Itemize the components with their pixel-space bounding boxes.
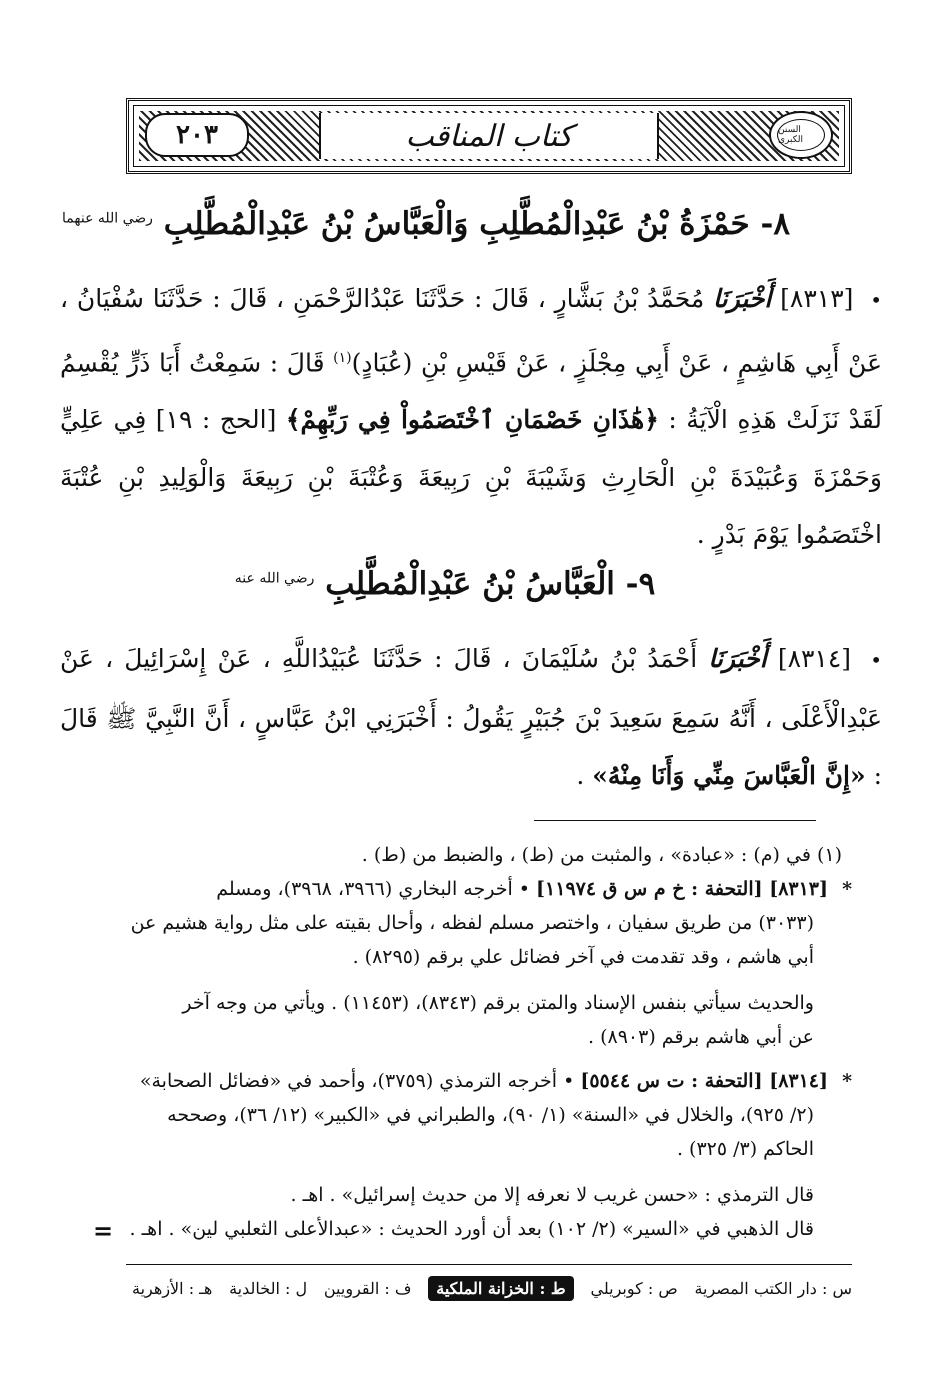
matn-text: قَالَ : سَمِعْتُ أَبَا ذَرٍّ يُقْسِمُ لَقَدْ نَزَلَتْ هَذِهِ الْآيَةُ : (60, 347, 882, 435)
key-item: س : دار الكتب المصرية (694, 1278, 852, 1298)
takhrij-text: • أخرجه الترمذي (٣٧٥٩)، وأحمد في «فضائل الصحابة» (139, 1070, 575, 1092)
key-item: ص : كوبريلي (590, 1278, 678, 1298)
matn-text-end: فِي عَلِيٍّ وَحَمْزَةَ وَعُبَيْدَةَ بْنِ الْحَارِثِ وَشَيْبَةَ بْنِ رَبِيعَةَ وَعُتْبَةَ بْنِ رَبِيعَةَ وَالْوَلِيدِ بْنِ عُتْبَةَ اخْتَصَمُوا يَوْمَ بَدْرٍ . (60, 405, 882, 550)
continuation-mark: = (93, 1216, 114, 1245)
key-item: ف : القرويين (323, 1278, 412, 1298)
tuhfa-ref: [٨٣١٤] [التحفة : ت س ٥٥٤٤] (580, 1070, 829, 1092)
footnote-8314-line5: قال الذهبي في «السير» (٢/ ١٠٢) بعد أن أورد الحديث : «عبدالأعلى الثعلبي لين» . اهـ . (129, 1218, 814, 1240)
manuscript-key (132, 1271, 852, 1305)
book-title: كتاب المناقب (319, 113, 659, 159)
section-heading-8 (62, 206, 790, 242)
hadith-8314 (60, 630, 882, 805)
hadith-8313 (60, 270, 882, 564)
akhbarana: أَخْبَرَنَا (713, 284, 772, 313)
page-header-frame (126, 98, 852, 174)
emblem-label: السنن الكبرى (777, 119, 825, 151)
footnote-ref[interactable]: (١) (333, 349, 352, 366)
footnote-1: (١) في (م) : «عبادة» ، والمثبت من (ط) ، والضبط من (ط) . (361, 844, 842, 866)
footnote-8313-line1 (216, 872, 852, 906)
section-heading-9-honorific: رضي الله عنه (234, 570, 315, 587)
bullet-icon: • (870, 648, 882, 672)
page-number: ٢٠٣ (145, 113, 249, 157)
key-item-highlighted: ط : الخزانة الملكية (428, 1276, 573, 1301)
key-item: هـ : الأزهرية (132, 1278, 213, 1298)
star-icon: * (842, 878, 852, 900)
footnote-8314-line1 (140, 1064, 852, 1098)
footnote-8314-line3: الحاكم (٣/ ٣٢٥) . (676, 1138, 814, 1160)
footnote-8313-line4: والحديث سيأتي بنفس الإسناد والمتن برقم (٨٣٤٣)، (١١٤٥٣) . ويأتي من وجه آخر (182, 992, 814, 1014)
book-emblem (769, 111, 833, 159)
quran-ayah: ﴿هَٰذَانِ خَصْمَانِ ٱخْتَصَمُواْ فِي رَبِّهِمْ﴾ (285, 405, 659, 435)
tuhfa-ref: [٨٣١٣] [التحفة : خ م س ق ١١٩٧٤] (536, 878, 829, 900)
star-icon: * (842, 1070, 852, 1092)
footnote-8313-line2: (٣٠٣٣) من طريق سفيان ، واختصر مسلم لفظه ، وأحال بقيته على مثل رواية هشيم عن (130, 912, 814, 934)
key-divider (126, 1264, 852, 1265)
section-heading-9-text: ٩- الْعَبَّاسُ بْنُ عَبْدِالْمُطَّلِبِ (325, 566, 656, 602)
footnote-divider (534, 820, 816, 821)
section-heading-8-text: ٨- حَمْزَةُ بْنُ عَبْدِالْمُطَّلِبِ وَالْعَبَّاسُ بْنُ عَبْدِالْمُطَّلِبِ (163, 206, 790, 242)
bullet-icon: • (870, 288, 882, 312)
key-item: ل : الخالدية (229, 1278, 308, 1298)
footnote-8313-line5: عن أبي هاشم برقم (٨٩٠٣) . (588, 1026, 814, 1048)
section-heading-9 (100, 566, 790, 602)
isnad-text: أَحْمَدُ بْنُ سُلَيْمَانَ ، قَالَ : حَدَّثَنَا عُبَيْدُاللَّهِ ، عَنْ إِسْرَائِيلَ ، عَنْ عَبْدِالْأَعْلَى ، أَنَّهُ سَمِعَ سَعِيدَ بْنَ جُبَيْرٍ يَقُولُ : أَخْبَرَنِي ابْنُ عَبَّاسٍ ، أَنَّ النَّبِيَّ ﷺ قَالَ : (60, 644, 882, 790)
akhbarana: أَخْبَرَنَا (708, 644, 767, 673)
hadith-number: [٨٣١٣] (780, 284, 854, 313)
footnote-8314-line4: قال الترمذي : «حسن غريب لا نعرفه إلا من حديث إسرائيل» . اهـ . (290, 1184, 814, 1206)
footnote-8313-line3: أبي هاشم ، وقد تقدمت في آخر فضائل علي برقم (٨٢٩٥) . (352, 946, 814, 968)
isnad-text: مُحَمَّدُ بْنُ بَشَّارٍ ، قَالَ : حَدَّثَنَا عَبْدُالرَّحْمَنِ ، قَالَ : حَدَّثَنَا سُفْيَانُ ، عَنْ أَبِي هَاشِمٍ ، عَنْ أَبِي مِجْلَزٍ ، عَنْ قَيْسِ بْنِ (عُبَادٍ) (60, 284, 882, 377)
section-heading-8-honorific: رضي الله عنهما (62, 210, 153, 227)
ayah-citation: [الحج : ١٩] (155, 405, 277, 435)
hadith-end: . (576, 761, 585, 790)
prophetic-quote: «إِنَّ الْعَبَّاسَ مِنِّي وَأَنَا مِنْهُ» (592, 761, 866, 790)
hadith-number: [٨٣١٤] (777, 644, 852, 673)
footnote-8314-line2: (٢/ ٩٢٥)، والخلال في «السنة» (١/ ٩٠)، والطبراني في «الكبير» (١٢/ ٣٦)، وصححه (167, 1104, 814, 1126)
takhrij-text: • أخرجه البخاري (٣٩٦٦، ٣٩٦٨)، ومسلم (216, 878, 530, 900)
